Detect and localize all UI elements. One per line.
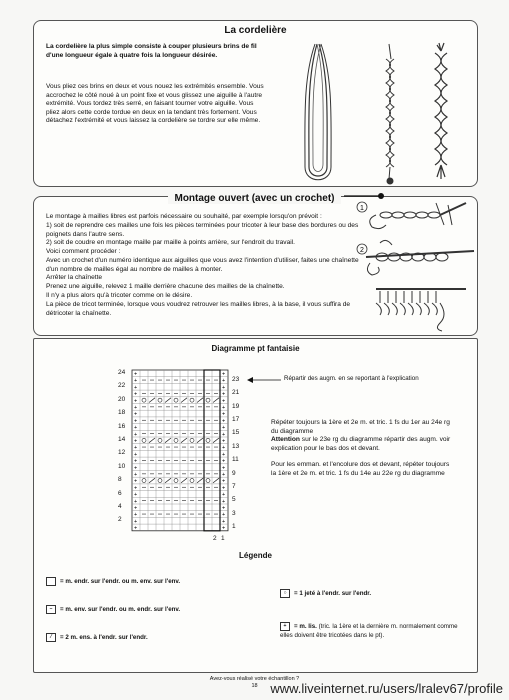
edge-stitch-mark: + — [134, 378, 138, 385]
left-row-label: 18 — [118, 409, 126, 417]
edge-stitch-mark: + — [222, 384, 226, 391]
edge-stitch-mark: + — [134, 425, 138, 432]
left-row-label: 14 — [118, 436, 126, 443]
diagram-note-2 — [271, 436, 451, 453]
dash-square-icon: – — [46, 605, 56, 614]
pattern-grid — [132, 370, 232, 532]
edge-stitch-mark: + — [222, 492, 226, 499]
diagram-note-3: Pour les emman. et l'encolure dos et devant, répéter toujours la 1ère et 2e m. et tric. 1 fs du 14e au 22e rg du diagramme — [271, 461, 450, 477]
edge-stitch-mark: + — [222, 411, 226, 418]
right-row-label: 1 — [232, 523, 236, 531]
plus-square-icon: + — [280, 622, 290, 631]
left-row-label: 2 — [118, 516, 122, 524]
watermark: www.liveinternet.ru/users/lralev67/profile — [270, 681, 503, 696]
edge-stitch-mark: + — [134, 391, 138, 398]
edge-stitch-mark: + — [134, 472, 138, 478]
montage-needle — [344, 191, 384, 201]
montage-p2: 1) soit de reprendre ces mailles une fois les pièces terminées pour tricoter à leur base des bordures ou des poignets dans l'autre sens. — [46, 222, 359, 238]
legend-item-5 — [280, 622, 470, 640]
edge-stitch-mark: + — [222, 458, 226, 465]
attention-text: sur le 23e rg du diagramme répartir des augm. voir explication pour le bas dos et devant. — [271, 436, 451, 452]
montage-title-wrap — [33, 188, 476, 206]
cordeliere-title: La cordelière — [224, 25, 287, 36]
montage-p4: Voici comment procéder : — [46, 248, 121, 255]
cordeliere-intro: La cordelière la plus simple consiste à couper plusieurs brins de fil d'une longueur égale à quatre fois la longueur désirée. — [46, 43, 257, 59]
montage-illustration — [356, 197, 476, 333]
legend-item-4 — [280, 589, 371, 598]
edge-stitch-mark: + — [134, 505, 138, 512]
attention-label: Attention — [271, 436, 300, 443]
edge-stitch-mark: + — [134, 525, 138, 532]
edge-stitch-mark: + — [222, 378, 226, 385]
footer-question: Avez-vous réalisé votre échantillon ? — [209, 676, 300, 682]
right-row-label: 19 — [232, 402, 240, 410]
legend-text-3: = 2 m. ens. à l'endr. sur l'endr. — [60, 634, 148, 642]
left-row-label: 22 — [118, 382, 126, 390]
edge-stitch-mark: + — [222, 451, 226, 458]
edge-stitch-mark: + — [222, 371, 226, 378]
left-row-label: 24 — [118, 369, 126, 376]
right-row-label: 17 — [232, 415, 240, 423]
right-row-label: 7 — [232, 482, 236, 490]
diagram-box — [33, 338, 478, 673]
right-row-label: 21 — [232, 389, 240, 397]
montage-p6: Arrêter la chaînette — [46, 274, 103, 281]
legend-item-3 — [46, 633, 148, 642]
edge-stitch-mark: + — [134, 384, 138, 391]
right-row-label: 11 — [232, 456, 239, 464]
legend-text-4: = 1 jeté à l'endr. sur l'endr. — [294, 590, 372, 598]
step-2-label: 2 — [360, 247, 364, 254]
edge-stitch-mark: + — [222, 391, 226, 398]
step-1-label: 1 — [360, 205, 364, 212]
edge-stitch-mark: + — [134, 411, 138, 418]
cordeliere-illustration — [269, 39, 469, 184]
cordeliere-box — [33, 20, 478, 187]
edge-stitch-mark: + — [222, 445, 226, 452]
edge-stitch-mark: + — [222, 525, 226, 532]
edge-stitch-mark: + — [134, 498, 138, 505]
left-row-label: 4 — [118, 503, 122, 510]
montage-title: Montage ouvert (avec un crochet) — [168, 193, 340, 204]
diagram-title: Diagramme pt fantaisie — [211, 344, 300, 353]
legend-item-2 — [46, 605, 180, 614]
edge-stitch-mark: + — [134, 418, 138, 425]
edge-stitch-mark: + — [134, 398, 138, 405]
edge-stitch-mark: + — [134, 458, 138, 465]
yarn-over-icon: ○ — [280, 589, 290, 598]
edge-stitch-mark: + — [222, 518, 226, 525]
left-row-label: 8 — [118, 476, 122, 484]
edge-stitch-mark: + — [222, 498, 226, 505]
left-row-label: 20 — [118, 395, 126, 403]
edge-stitch-mark: + — [134, 518, 138, 525]
edge-stitch-mark: + — [134, 371, 138, 378]
diagram-note-1: Répéter toujours la 1ère et 2e m. et tric. 1 fs du 1er au 24e rg du diagramme — [271, 419, 450, 435]
legende-title: Légende — [239, 551, 272, 560]
edge-stitch-mark: + — [134, 438, 138, 445]
edge-stitch-mark: + — [222, 465, 226, 472]
legend-text-5: = m. lis. — [294, 623, 317, 631]
right-row-label: 9 — [232, 469, 236, 477]
left-row-label: 10 — [118, 462, 126, 470]
edge-stitch-mark: + — [134, 465, 138, 472]
edge-stitch-mark: + — [134, 405, 138, 411]
edge-stitch-mark: + — [222, 431, 226, 438]
left-row-label: 6 — [118, 489, 122, 497]
right-row-label: 5 — [232, 496, 236, 504]
edge-stitch-mark: + — [222, 398, 226, 405]
montage-p8: Il n'y a plus alors qu'à tricoter comme on le désire. — [46, 292, 193, 299]
montage-box — [33, 196, 478, 336]
right-row-label: 23 — [232, 375, 240, 383]
edge-stitch-mark: + — [222, 405, 226, 411]
montage-p3: 2) soit de coudre en montage maille par maille à points arrière, sur l'endroit du travail. — [46, 239, 296, 246]
legend-text-5-note: (tric. la 1ère et la dernière m. normalement comme elles doivent être tricotées dans le pt). — [280, 623, 458, 639]
left-row-label: 12 — [118, 449, 126, 457]
legend-item-1 — [46, 577, 180, 586]
edge-stitch-mark: + — [222, 425, 226, 432]
left-row-label: 16 — [118, 422, 126, 430]
slash-square-icon: ⁄ — [46, 633, 56, 642]
legend-text-1: = m. endr. sur l'endr. ou m. env. sur l'env. — [60, 578, 181, 586]
edge-stitch-mark: + — [222, 438, 226, 445]
edge-stitch-mark: + — [222, 418, 226, 425]
col-label-2: 2 — [213, 535, 217, 542]
edge-stitch-mark: + — [222, 512, 226, 519]
right-row-label: 13 — [232, 442, 240, 450]
edge-stitch-mark: + — [134, 431, 138, 438]
right-row-label: 15 — [232, 429, 240, 437]
edge-stitch-mark: + — [222, 472, 226, 478]
arrow-icon — [247, 377, 281, 383]
edge-stitch-mark: + — [134, 485, 138, 492]
edge-stitch-mark: + — [222, 478, 226, 485]
cordeliere-body: Vous pliez ces brins en deux et vous nouez les extrémités ensemble. Vous accrochez le côté noué à un point fixe et vous glissez une aiguille à l'autre extrémité. Vous tordez très serré, en faisant tourner votre aiguille. Vous pliez alors cette corde tordue en deux en la tendant très fortement. Vous détachez l'extrémité et vous laissez la cordelière se tordre sur elle même. — [46, 83, 264, 125]
legend-text-2: = m. env. sur l'endr. ou m. endr. sur l'env. — [60, 606, 181, 614]
edge-stitch-mark: + — [134, 492, 138, 499]
edge-stitch-mark: + — [222, 505, 226, 512]
edge-stitch-mark: + — [134, 445, 138, 452]
montage-p1: Le montage à mailles libres est parfois nécessaire ou souhaité, par exemple lorsqu'on prévoit : — [46, 213, 322, 220]
empty-square-icon — [46, 577, 56, 586]
right-row-label: 3 — [232, 509, 236, 517]
montage-p7: Prenez une aiguille, relevez 1 maille derrière chacune des mailles de la chaînette. — [46, 283, 285, 290]
arrow-note: Répartir des augm. en se reportant à l'explication — [284, 375, 419, 382]
edge-stitch-mark: + — [134, 512, 138, 519]
edge-stitch-mark: + — [134, 451, 138, 458]
montage-p9: La pièce de tricot terminée, lorsque vous voudrez retrouver les mailles libres, à la base, il vous suffira de détricoter la chaînette. — [46, 301, 351, 317]
montage-p5: Avec un crochet d'un numéro identique aux aiguilles que vous avez l'intention d'utiliser, faites une chaînette d'un nombre de mailles égal au nombre de mailles à monter. — [46, 257, 359, 273]
col-label-1: 1 — [221, 535, 225, 542]
footer-page: 18 — [251, 683, 258, 689]
edge-stitch-mark: + — [134, 478, 138, 485]
edge-stitch-mark: + — [222, 485, 226, 492]
